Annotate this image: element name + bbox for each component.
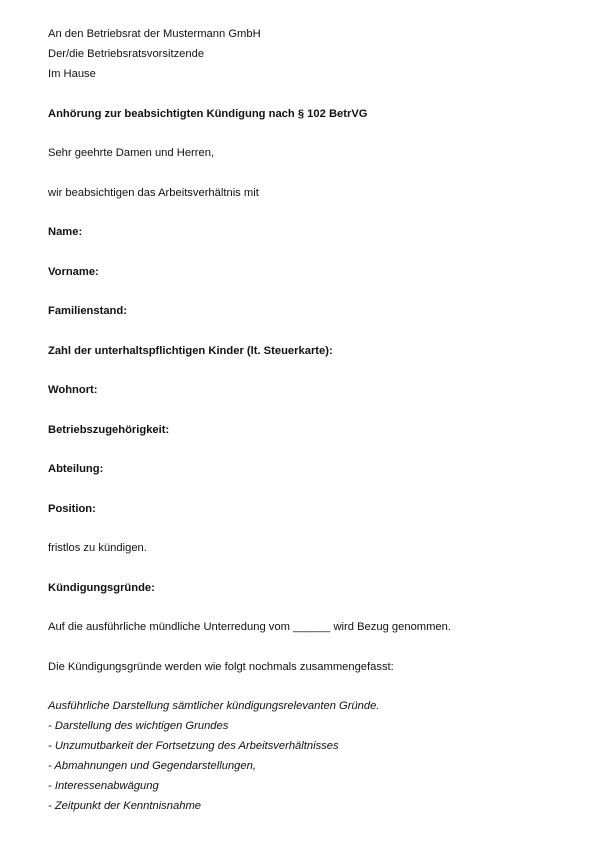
field-abteilung-label: Abteilung:: [48, 463, 104, 475]
field-position-label: Position:: [48, 502, 96, 515]
letter-page: [48, 24, 588, 816]
reason-item: - Zeitpunkt der Kenntnisnahme: [48, 800, 201, 812]
field-familienstand-label: Familienstand:: [48, 305, 127, 317]
field-betriebszugehoerigkeit-label: Betriebszugehörigkeit:: [48, 423, 170, 436]
field-wohnort-label: Wohnort:: [48, 384, 98, 396]
address-line-2: Der/die Betriebsratsvorsitzende: [48, 48, 205, 60]
reason-item: - Interessenabwägung: [48, 780, 159, 792]
address-line-1: An den Betriebsrat der Mustermann GmbH: [48, 28, 261, 40]
field-name-label: Name:: [48, 226, 83, 238]
reasons-intro: Ausführliche Darstellung sämtlicher kündigungsrelevanten Gründe.: [48, 700, 380, 712]
reason-item: - Abmahnungen und Gegendarstellungen,: [48, 760, 256, 772]
reason-item: - Unzumutbarkeit der Fortsetzung des Arbeitsverhältnisses: [48, 740, 339, 752]
field-vorname-label: Vorname:: [48, 265, 99, 278]
summary-text: Die Kündigungsgründe werden wie folgt nochmals zusammengefasst:: [48, 660, 394, 673]
subject-line: Anhörung zur beabsichtigten Kündigung nach § 102 BetrVG: [48, 107, 368, 120]
address-line-3: Im Hause: [48, 68, 96, 80]
reasons-heading: Kündigungsgründe:: [48, 581, 155, 594]
field-kinder-label: Zahl der unterhaltspflichtigen Kinder (lt. Steuerkarte):: [48, 344, 333, 357]
termination-text: fristlos zu kündigen.: [48, 542, 147, 554]
salutation: Sehr geehrte Damen und Herren,: [48, 147, 215, 159]
intro-text: wir beabsichtigen das Arbeitsverhältnis mit: [48, 186, 259, 199]
reference-text: Auf die ausführliche mündliche Unterredung vom ______ wird Bezug genommen.: [48, 621, 451, 633]
reason-item: - Darstellung des wichtigen Grundes: [48, 720, 229, 732]
